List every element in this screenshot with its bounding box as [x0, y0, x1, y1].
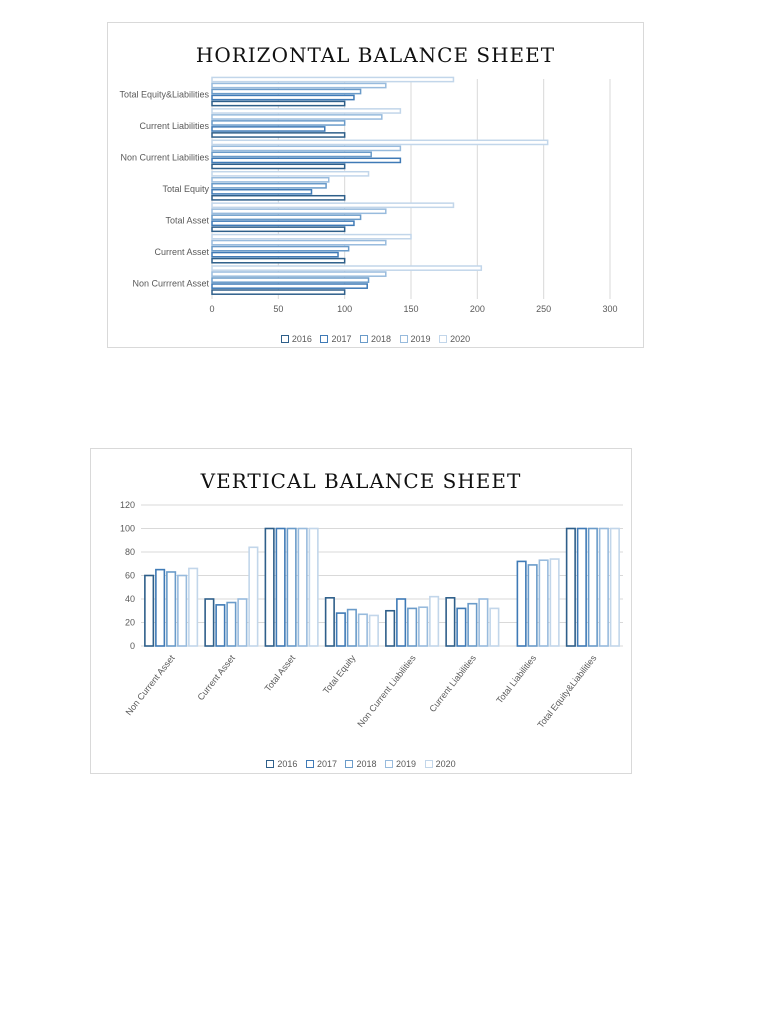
x-tick-label: Total Equity&Liabilities	[535, 653, 599, 730]
x-tick-label: Total Liabilities	[494, 653, 539, 706]
x-tick-label: 250	[536, 304, 552, 314]
legend-swatch	[306, 760, 314, 768]
bar	[370, 615, 379, 646]
bar	[212, 115, 382, 119]
legend-item	[320, 334, 351, 344]
bar	[212, 158, 400, 162]
bar	[298, 529, 307, 647]
legend-swatch	[425, 760, 433, 768]
legend-label: 2016	[291, 334, 312, 344]
legend-swatch	[385, 760, 393, 768]
legend-swatch	[345, 760, 353, 768]
legend-item	[266, 759, 297, 769]
chart-title: VERTICAL BALANCE SHEET	[200, 469, 522, 493]
bar	[249, 547, 258, 646]
bar	[419, 607, 428, 646]
legend-label: 2016	[277, 759, 298, 769]
chart-title: HORIZONTAL BALANCE SHEET	[195, 43, 556, 67]
bar	[309, 529, 318, 647]
vertical-chart	[90, 448, 632, 774]
bar	[212, 203, 453, 207]
horizontal-chart	[107, 22, 644, 348]
legend-label: 2017	[331, 334, 352, 344]
bar	[212, 184, 326, 188]
bar	[359, 614, 368, 646]
vertical-chart-plot	[91, 449, 633, 775]
bar	[212, 127, 325, 131]
bar	[528, 565, 537, 646]
bar	[212, 235, 411, 239]
bar	[212, 190, 312, 194]
bar	[212, 172, 369, 176]
legend-label: 2019	[396, 759, 417, 769]
bar	[212, 196, 345, 200]
bar	[212, 146, 400, 150]
bar	[212, 121, 345, 125]
y-tick-label: 0	[129, 641, 135, 651]
y-tick-label: Non Current Liabilities	[120, 152, 209, 163]
bar	[167, 572, 176, 646]
y-tick-label: 80	[124, 547, 135, 557]
bar	[348, 610, 357, 646]
x-tick-label: 200	[469, 304, 485, 314]
legend-item	[281, 334, 312, 344]
x-tick-label: Total Equity	[320, 653, 358, 696]
y-tick-label: Current Asset	[154, 246, 209, 257]
bar	[567, 529, 576, 647]
bar	[212, 133, 345, 137]
bar	[212, 178, 329, 182]
bar	[212, 140, 548, 144]
x-tick-label: 50	[273, 304, 284, 314]
bar	[212, 247, 349, 251]
legend-swatch	[281, 335, 289, 343]
bar	[212, 209, 386, 213]
legend-swatch	[360, 335, 368, 343]
bar	[178, 576, 187, 647]
y-tick-label: Total Asset	[165, 215, 209, 226]
x-tick-label: 150	[403, 304, 419, 314]
x-tick-label: 0	[209, 304, 215, 314]
bar	[216, 605, 225, 646]
bar	[479, 599, 488, 646]
legend-label: 2020	[450, 334, 471, 344]
legend-label: 2017	[316, 759, 337, 769]
bar	[468, 604, 477, 646]
bar	[386, 611, 395, 646]
horizontal-chart-plot	[108, 23, 645, 349]
legend-item	[345, 759, 376, 769]
bar	[326, 598, 335, 646]
bar	[212, 164, 345, 168]
bar	[517, 561, 526, 646]
bar	[397, 599, 406, 646]
bar	[611, 529, 620, 647]
legend-item	[400, 334, 431, 344]
bar	[212, 253, 338, 257]
bar	[205, 599, 214, 646]
chart-legend	[108, 334, 643, 344]
x-tick-label: 100	[337, 304, 353, 314]
bar	[212, 152, 371, 156]
x-tick-label: 300	[602, 304, 618, 314]
bar	[287, 529, 296, 647]
bar	[227, 603, 236, 646]
bar	[446, 598, 455, 646]
legend-swatch	[439, 335, 447, 343]
legend-label: 2018	[356, 759, 377, 769]
bar	[212, 89, 361, 93]
chart-legend	[91, 759, 631, 769]
legend-swatch	[266, 760, 274, 768]
bar	[212, 101, 345, 105]
bar	[212, 241, 386, 245]
legend-label: 2019	[410, 334, 431, 344]
legend-swatch	[320, 335, 328, 343]
y-tick-label: 40	[124, 594, 135, 604]
bar	[550, 559, 559, 646]
y-tick-label: Current Liabilities	[139, 121, 209, 132]
bar	[457, 608, 466, 646]
y-tick-label: Total Equity&Liabilities	[119, 89, 209, 100]
bar	[212, 83, 386, 87]
bar	[212, 95, 354, 99]
y-tick-label: 60	[124, 570, 135, 581]
y-tick-label: Non Currrent Asset	[132, 278, 209, 289]
bar	[212, 272, 386, 276]
bar	[539, 560, 548, 646]
bar	[238, 599, 247, 646]
bar	[212, 227, 345, 231]
legend-label: 2020	[435, 759, 456, 769]
x-tick-label: Non Current Liabilities	[355, 653, 418, 730]
bar	[265, 529, 274, 647]
legend-label: 2018	[370, 334, 392, 344]
bar	[212, 221, 354, 225]
y-tick-label: 100	[119, 523, 135, 534]
legend-item	[360, 334, 391, 344]
x-tick-label: Non Current Asset	[123, 653, 177, 718]
bar	[276, 529, 285, 647]
bar	[589, 529, 598, 647]
bar	[212, 259, 345, 263]
y-tick-label: 20	[124, 617, 135, 628]
bar	[600, 529, 609, 647]
bar	[156, 570, 165, 646]
legend-item	[439, 334, 470, 344]
legend-item	[425, 759, 456, 769]
bar	[408, 608, 417, 646]
bar	[212, 284, 367, 288]
bar	[212, 109, 400, 113]
bar	[212, 290, 345, 294]
bar	[212, 77, 453, 81]
bar	[189, 568, 198, 646]
bar	[337, 613, 346, 646]
y-tick-label: Total Equity	[162, 184, 209, 194]
bar	[212, 215, 361, 219]
bar	[430, 597, 439, 646]
bar	[578, 529, 587, 647]
bar	[145, 576, 154, 647]
x-tick-label: Total Asset	[262, 653, 298, 694]
legend-item	[306, 759, 337, 769]
x-tick-label: Current Asset	[195, 653, 237, 703]
x-tick-label: Current Liabilities	[427, 653, 478, 715]
bar	[490, 608, 499, 646]
legend-item	[385, 759, 416, 769]
y-tick-label: 120	[119, 500, 135, 510]
bar	[212, 266, 481, 270]
legend-swatch	[400, 335, 408, 343]
bar	[212, 278, 369, 282]
